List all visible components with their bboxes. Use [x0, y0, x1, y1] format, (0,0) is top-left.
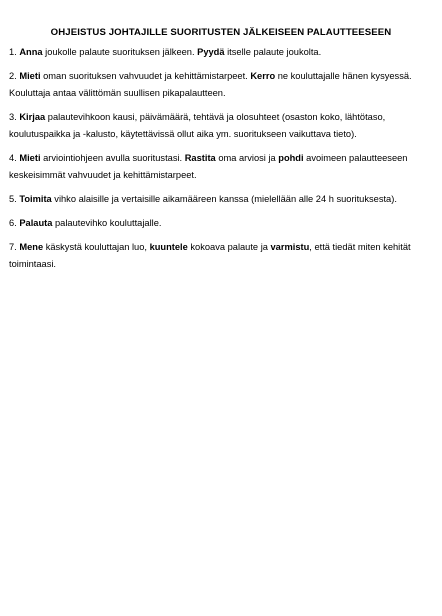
- item-keyword: Anna: [19, 47, 43, 57]
- item-keyword: Mieti: [19, 71, 41, 81]
- item-keyword: Rastita: [184, 153, 216, 163]
- instruction-item: [9, 68, 433, 102]
- instruction-item: [9, 215, 433, 232]
- item-text: avoimeen palautteeseen keskeisimmät vahvuudet ja kehittämistarpeet.: [9, 153, 408, 180]
- item-keyword: kuuntele: [149, 242, 188, 252]
- instruction-list: [9, 44, 433, 280]
- item-text: palautevihko kouluttajalle.: [52, 218, 162, 228]
- item-keyword: Kerro: [250, 71, 276, 81]
- item-number: 4.: [9, 153, 20, 163]
- item-number: 3.: [9, 112, 20, 122]
- item-number: 6.: [9, 218, 20, 228]
- item-number: 5.: [9, 194, 20, 204]
- item-keyword: Pyydä: [197, 47, 225, 57]
- item-keyword: Palauta: [19, 218, 53, 228]
- instruction-item: [9, 150, 433, 184]
- item-text: käskystä kouluttajan luo,: [43, 242, 150, 252]
- item-keyword: Kirjaa: [19, 112, 46, 122]
- item-text: oman suorituksen vahvuudet ja kehittämistarpeet.: [40, 71, 251, 81]
- item-keyword: pohdi: [278, 153, 304, 163]
- item-text: joukolle palaute suorituksen jälkeen.: [42, 47, 198, 57]
- instruction-item: [9, 109, 433, 143]
- item-text: ne kouluttajalle hänen kysyessä. Kouluttaja antaa välittömän suullisen pikapalautteen.: [9, 71, 412, 98]
- instruction-item: [9, 239, 433, 273]
- item-number: 2.: [9, 71, 20, 81]
- document-title: OHJEISTUS JOHTAJILLE SUORITUSTEN JÄLKEISEEN PALAUTTEESEEN: [50, 27, 392, 38]
- item-number: 7.: [9, 242, 20, 252]
- item-number: 1.: [9, 47, 20, 57]
- item-text: arviointiohjeen avulla suoritustasi.: [40, 153, 185, 163]
- instruction-item: [9, 44, 433, 61]
- item-text: vihko alaisille ja vertaisille aikamääreen kanssa (mielellään alle 24 h suorituksesta).: [51, 194, 397, 204]
- item-text: oma arviosi ja: [215, 153, 279, 163]
- instruction-item: [9, 191, 433, 208]
- item-text: itselle palaute joukolta.: [224, 47, 322, 57]
- item-keyword: Mieti: [19, 153, 41, 163]
- item-keyword: varmistu: [270, 242, 310, 252]
- item-text: palautevihkoon kausi, päivämäärä, tehtävä ja olosuhteet (osaston koko, lähtötaso, koulutuspaikka ja -kalusto, käytettävissä ollut aika ym. suoritukseen vaikuttava tieto).: [9, 112, 386, 139]
- item-text: kokoava palaute ja: [187, 242, 271, 252]
- item-keyword: Toimita: [19, 194, 52, 204]
- item-keyword: Mene: [19, 242, 44, 252]
- item-text: , että tiedät miten kehität toimintaasi.: [9, 242, 411, 269]
